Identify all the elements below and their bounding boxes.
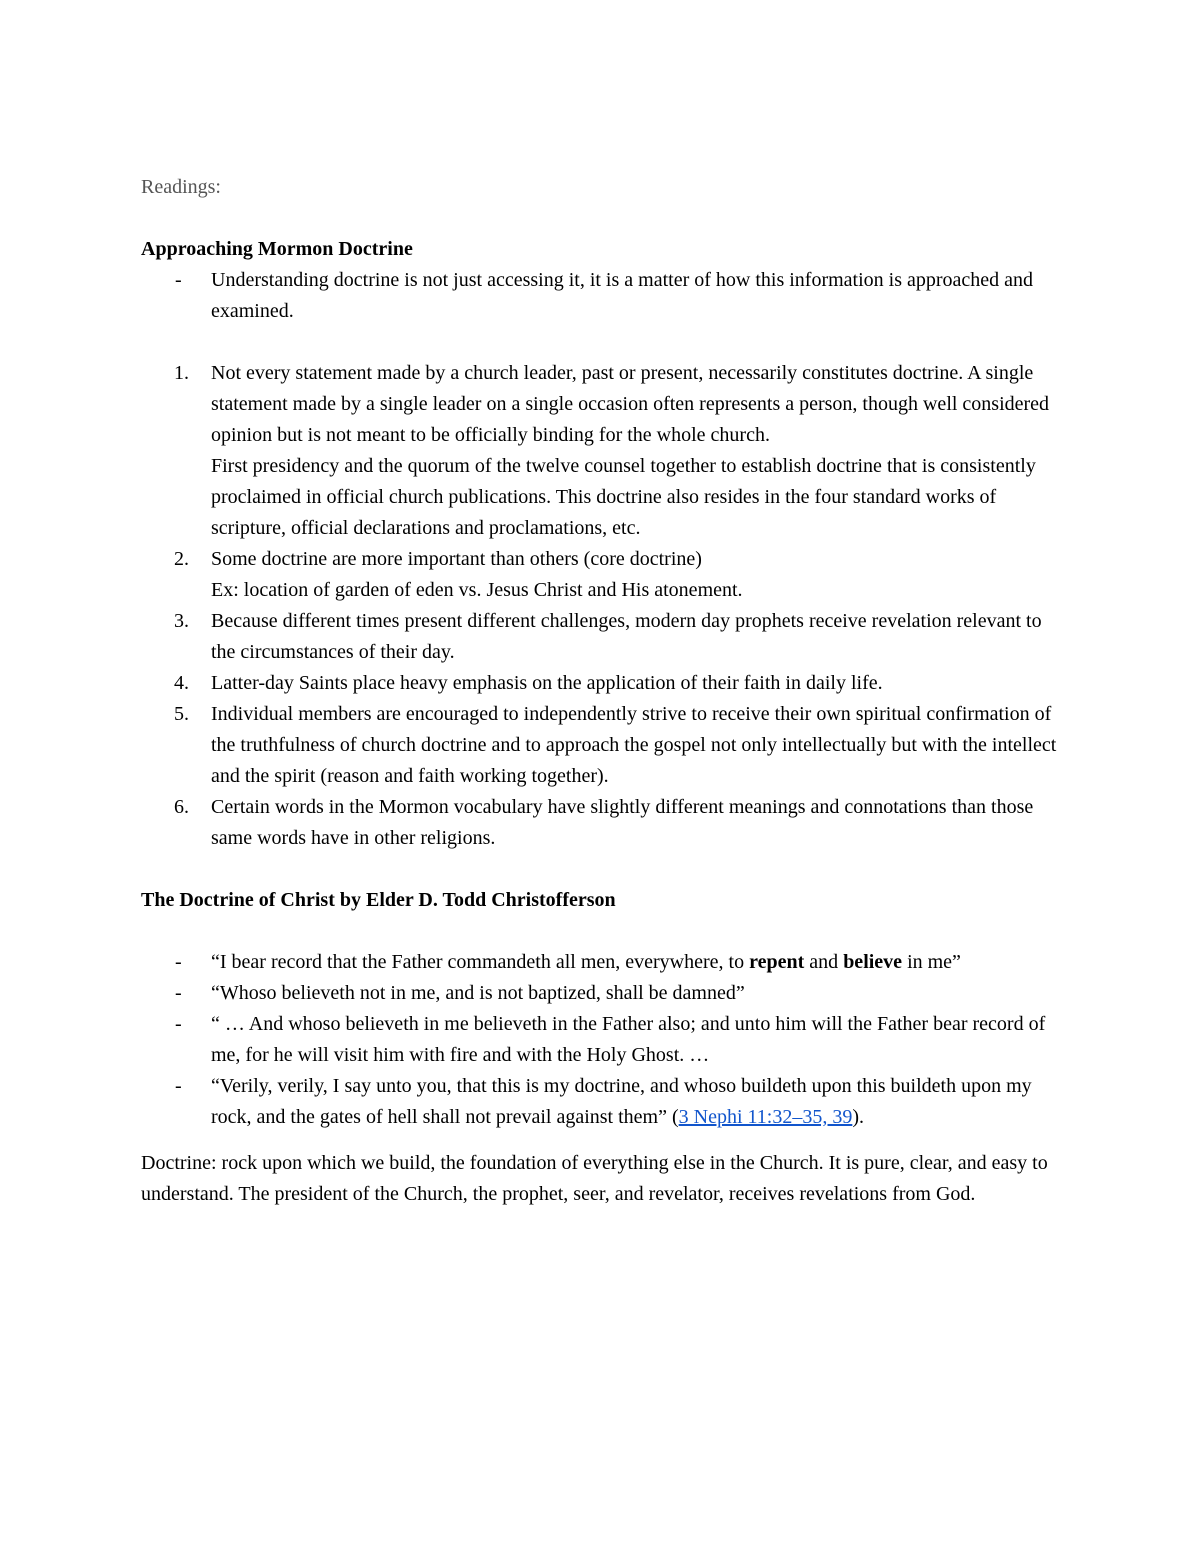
section-heading-doctrine-of-christ: The Doctrine of Christ by Elder D. Todd Christofferson	[141, 889, 616, 911]
item-text: Not every statement made by a church leader, past or present, necessarily constitutes doctrine. A single statement made by a single leader on a single occasion often represents a person, though well considered opinion but is not meant to be officially binding for the whole church.	[211, 362, 1050, 446]
quote-text: “Whoso believeth not in me, and is not baptized, shall be damned”	[211, 982, 745, 1004]
item-text: Individual members are encouraged to independently strive to receive their own spiritual confirmation of the truthfulness of church doctrine and to approach the gospel not only intellectually but with the intellect and the spirit (reason and faith working together).	[211, 703, 1057, 787]
quote-item-2	[141, 978, 1061, 1009]
item-number: 1.	[174, 362, 189, 384]
item-text: Some doctrine are more important than others (core doctrine)	[211, 548, 702, 570]
quote-text	[211, 1075, 1032, 1128]
readings-label: Readings:	[141, 176, 221, 198]
numbered-item-1	[141, 358, 1061, 544]
section-heading-approaching: Approaching Mormon Doctrine	[141, 238, 413, 260]
numbered-item-6	[141, 792, 1061, 854]
numbered-item-3	[141, 606, 1061, 668]
item-number: 4.	[174, 672, 189, 694]
item-number: 5.	[174, 703, 189, 725]
bullet-dash: -	[175, 1075, 182, 1097]
doctrine-summary-paragraph: Doctrine: rock upon which we build, the foundation of everything else in the Church. It is pure, clear, and easy to understand. The president of the Church, the prophet, seer, and revelator, receives revelations from God.	[141, 1152, 1048, 1205]
quote-text	[211, 951, 961, 973]
quote-item-4	[141, 1071, 1061, 1133]
item-text: Latter-day Saints place heavy emphasis on the application of their faith in daily life.	[211, 672, 883, 694]
bullet-text: Understanding doctrine is not just accessing it, it is a matter of how this information is approached and examined.	[211, 269, 1034, 322]
quote-item-1	[141, 947, 1061, 978]
quote-item-3	[141, 1009, 1061, 1071]
bullet-dash: -	[175, 269, 182, 291]
numbered-item-5	[141, 699, 1061, 792]
quote-text-part: “I bear record that the Father commandeth all men, everywhere, to	[211, 951, 750, 973]
emphasis-repent: repent	[749, 951, 805, 973]
item-number: 6.	[174, 796, 189, 818]
bullet-dash: -	[175, 951, 182, 973]
quote-text-part: “Verily, verily, I say unto you, that this is my doctrine, and whoso buildeth upon this buildeth upon my rock, and the gates of hell shall not prevail against them” (	[211, 1075, 1032, 1128]
bullet-dash: -	[175, 982, 182, 1004]
item-text: Because different times present different challenges, modern day prophets receive revelation relevant to the circumstances of their day.	[211, 610, 1042, 663]
quote-text: “ … And whoso believeth in me believeth in the Father also; and unto him will the Father bear record of me, for he will visit him with fire and with the Holy Ghost. …	[211, 1013, 1046, 1066]
bullet-item	[141, 265, 1061, 327]
quote-text-part: in me”	[902, 951, 961, 973]
quote-text-part: and	[804, 951, 844, 973]
item-continuation: Ex: location of garden of eden vs. Jesus Christ and His atonement.	[211, 579, 743, 601]
numbered-item-2	[141, 544, 1061, 606]
bullet-dash: -	[175, 1013, 182, 1035]
item-continuation: First presidency and the quorum of the twelve counsel together to establish doctrine that is consistently proclaimed in official church publications. This doctrine also resides in the four standard works of scripture, official declarations and proclamations, etc.	[211, 455, 1036, 539]
emphasis-believe: believe	[843, 951, 903, 973]
item-number: 3.	[174, 610, 189, 632]
item-number: 2.	[174, 548, 189, 570]
item-text: Certain words in the Mormon vocabulary have slightly different meanings and connotations than those same words have in other religions.	[211, 796, 1034, 849]
scripture-reference-link[interactable]: 3 Nephi 11:32–35, 39	[678, 1106, 853, 1128]
document-content	[141, 172, 1061, 1210]
quote-text-part: ).	[852, 1106, 865, 1128]
numbered-item-4	[141, 668, 1061, 699]
